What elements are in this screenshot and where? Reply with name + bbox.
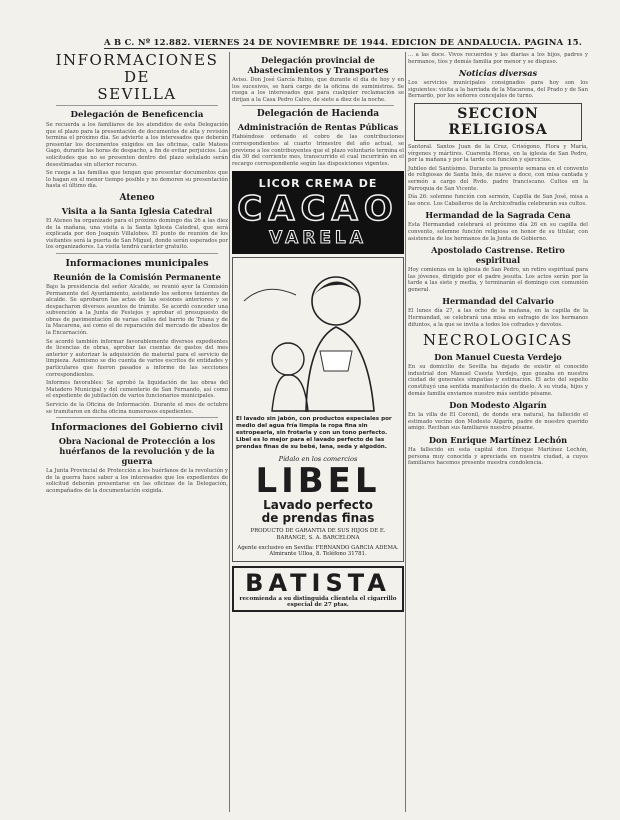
article-text: Día 26: solemne función con sermón, Capilla de San José, misa a las once. Los Caballeros de la Archicofradía celebrarán sus cultos. — [408, 194, 588, 207]
article-heading: Apostolado Castrense. Retiro espiritual — [431, 245, 565, 266]
article-text: Se ruega a las familias que tengan que presentar documentos que lo hagan en el menor tiempo posible y no demoren su presentación hasta el último día. — [46, 170, 228, 190]
section-title: INFORMACIONES DE — [55, 51, 219, 86]
obituary-name: Don Enrique Martínez Lechón — [428, 435, 568, 445]
article-text: Esta Hermandad celebrará el próximo día 26 en su capilla del convento, solemne función religiosa en honor de su titular, con asistencia de los hermanos de la Junta de Gobierno. — [408, 222, 588, 242]
article-text: El Ateneo ha organizado para el próximo domingo día 26 a las diez de la mañana, una visita a la Santa Iglesia Catedral, que será explicada por don Joaquín Villalobos. El punto de reunión de los visitantes será la puerta de San Miguel, donde serán esperados por los organizadores. La visita tendrá carácter gratuito. — [46, 217, 228, 251]
mother-child-illustration — [236, 261, 400, 416]
obituary-name: Don Modesto Algarín — [449, 400, 547, 411]
article-subheading: Visita a la Santa Iglesia Catedral — [61, 205, 213, 216]
section-title: SECCION RELIGIOSA — [414, 103, 582, 141]
column-divider — [229, 52, 230, 812]
article-heading: Delegación de Hacienda — [256, 109, 380, 120]
article-subheading: Obra Nacional de Protección a los huérfanos de la revolución y de la guerra — [58, 436, 216, 467]
ad-brand: BATISTA — [245, 568, 391, 597]
divider — [56, 417, 218, 418]
article-text: Ha fallecido en esta capital don Enrique Martínez Lechón, persona muy conocida y apreciada en nuestra ciudad, a cuyos familiares hacemos presente nuestra condolencia. — [408, 447, 588, 467]
article-text: Se acordó también informar favorablemente diversos expedientes de licencias de obras, aprobar las cuentas de gastos del mes anterior y autorizar la adquisición de material para el servicio de limpieza. Asimismo se dio cuenta de varios escritos de entidades y particulares que fueron pasados a informe de las secciones correspondientes. — [46, 338, 228, 378]
article-heading: Informaciones municipales — [65, 257, 209, 269]
ad-tagline: Pídalo en los comercios — [278, 455, 358, 464]
article-heading: Delegación provincial de Abastecimientos y Transportes — [247, 55, 389, 75]
ad-slogan: Lavado perfecto — [263, 498, 373, 513]
batista-advertisement — [232, 566, 404, 612]
article-text: Aviso. Don José García Rubio, que durante el día de hoy y en los sucesivos, se hará cargo de la oficina de suministros. Se ruega a los interesados que para cualquier reclamación se dirijan a la Casa Pedro Calvo, de siete a diez de la noche. — [232, 77, 404, 103]
page-header: A B C. Nº 12.882. VIERNES 24 DE NOVIEMBRE DE 1944. EDICION DE ANDALUCIA. PAGINA 15. — [104, 37, 583, 47]
article-text: Jubileo del Santísimo. Durante la presente semana en el convento de religiosas de Santa Inés, de nueve a doce, con misa cantada y sermón a cargo del Rvdo. padre franciscano. Cultos en la Parroquia de San Vicente. — [408, 165, 588, 192]
ad-slogan: de prendas finas — [261, 511, 375, 526]
column-left — [46, 52, 228, 497]
article-heading: Delegación de Beneficencia — [70, 110, 204, 120]
article-text: El lunes día 27, a las ocho de la mañana, en la capilla de la Hermandad, se celebrará una misa en sufragio de los hermanos difuntos, a la que se invita a todos los cofrades y devotos. — [408, 308, 588, 328]
article-heading: Hermandad de la Sagrada Cena — [425, 210, 571, 221]
article-text: Se recuerda a los familiares de los atendidos de esta Delegación que el plazo para la presentación de documentos de alta y revisión termina el próximo día. Se advierte a los interesados que deberán presentar los documentos exigidos en las oficinas, calle Mateos Gago, durante las horas de despacho, a fin de evitar perjuicios. Las solicitudes que no se presenten dentro del plazo señalado serán desestimadas sin ulterior recurso. — [46, 122, 228, 168]
section-title: NECROLOGICAS — [423, 331, 573, 350]
article-text: Los servicios municipales consignados para hoy son los siguientes: visita a la barriada de la Macarena, del Prado y de San Bernardo, por los señores concejales de turno. — [408, 80, 588, 100]
divider — [56, 105, 218, 106]
ad-agent: Agente exclusivo en Sevilla: FERNANDO GARCIA ADEMA. Almirante Ulloa, 8. Teléfono 31781. — [237, 544, 399, 558]
header-rule — [104, 48, 534, 49]
ad-brand: CACAO — [237, 189, 399, 230]
ad-brand: LIBEL — [255, 461, 381, 502]
article-subheading: Administración de Rentas Públicas — [237, 122, 399, 133]
article-text: Servicio de la Oficina de Información. Durante el mes de octubre se tramitaron en dicha oficina numerosos expedientes. — [46, 402, 228, 415]
article-heading: Hermandad del Calvario — [442, 296, 554, 307]
article-text: Hoy comienza en la iglesia de San Pedro, un retiro espiritual para las jóvenes, dirigido por el padre jesuita. Los actos serán por la tarde a las siete y media, y terminarán el domingo con comunión general. — [408, 267, 588, 293]
article-text: La Junta Provincial de Protección a los huérfanos de la revolución y de la guerra hace saber a los interesados que los expedientes de solicitud deberán presentarse en las oficinas de la Delegación, acompañados de la documentación exigida. — [46, 468, 228, 494]
ad-line: LICOR CREMA DE — [258, 177, 378, 191]
article-subheading: Reunión de la Comisión Permanente — [53, 271, 221, 282]
cacao-advertisement — [232, 171, 404, 254]
obituary-name: Don Manuel Cuesta Verdejo — [434, 352, 562, 363]
article-text: Santoral. Santos Juan de la Cruz, Crisógono, Flora y María, vírgenes y mártires. Cuarenta Horas, en la iglesia de San Pedro, por la mañana y por la tarde con función y ejercicios. — [408, 143, 588, 164]
ad-brand-name: VARELA — [269, 228, 367, 249]
ad-slogan: recomienda a su distinguida clientela el cigarrillo especial de 27 ptas. — [239, 595, 397, 608]
article-text: En su domicilio de Sevilla ha dejado de existir el conocido industrial don Manuel Cuesta Verdejo, que gozaba en nuestra ciudad de generales simpatías y estimación. El acto del sepelio constituyó una sentida manifestación de duelo. A su viuda, hijos y demás familia enviamos nuestro más sentido pésame. — [408, 364, 588, 397]
article-heading: Informaciones del Gobierno civil — [50, 422, 224, 434]
section-title-city: SEVILLA — [97, 85, 177, 103]
ad-producer: PRODUCTO DE GARANTIA DE SUS HIJOS DE E. BARANGE, S. A. BARCELONA — [250, 528, 386, 541]
column-right — [408, 52, 588, 469]
article-text: Bajo la presidencia del señor Alcalde, se reunió ayer la Comisión Permanente del Ayuntamiento, asistiendo los señores tenientes de alcalde. Se aprobaron las actas de las sesiones anteriores y se despacharon diversos asuntos de trámite. Se acordó conceder una subvención a la Junta de Festejos y aprobar el presupuesto de obras de pavimentación de varias calles del barrio de Triana y de la Macarena, así como el de reparación del mercado de abastos de la Encarnación. — [46, 283, 228, 337]
divider — [242, 105, 394, 106]
article-text: Habiéndose ordenado el cobro de las contribuciones correspondientes al cuarto trimestre del año actual, se previene a los contribuyentes que el plazo voluntario termina el día 30 del corriente mes, transcurrido el cual incurrirán en el recargo correspondiente según las disposiciones vigentes. — [232, 134, 404, 167]
article-text: ... a las doce. Vivos recuerdos y las diarias a los hijos, padres y hermanos, tíos y demás familia por menor y se dispuso. — [408, 52, 588, 65]
ad-caption: El lavado sin jabón, con productos especiales por medio del agua fría limpia la ropa fina sin estropearla, sin frotarla y con un tono perfecto. Libel es lo mejor para el lavado perfecto de las prendas finas de su bebé, lana, seda y algodón. — [236, 416, 392, 451]
article-text: Informes favorables: Se aprobó la liquidación de las obras del Matadero Municipal y del cementerio de San Fernando, así como el expediente de jubilación de varios funcionarios municipales. — [46, 380, 228, 400]
libel-advertisement — [232, 257, 404, 561]
column-middle — [232, 52, 404, 612]
divider — [56, 253, 218, 254]
article-heading: Noticias diversas — [458, 68, 538, 79]
article-heading: Ateneo — [119, 192, 155, 203]
article-text: En la villa de El Coronil, de donde era natural, ha fallecido el estimado vecino don Modesto Algarín, padre de nuestro querido amigo. Reciban sus familiares nuestro pésame. — [408, 412, 588, 432]
column-divider — [405, 52, 406, 812]
